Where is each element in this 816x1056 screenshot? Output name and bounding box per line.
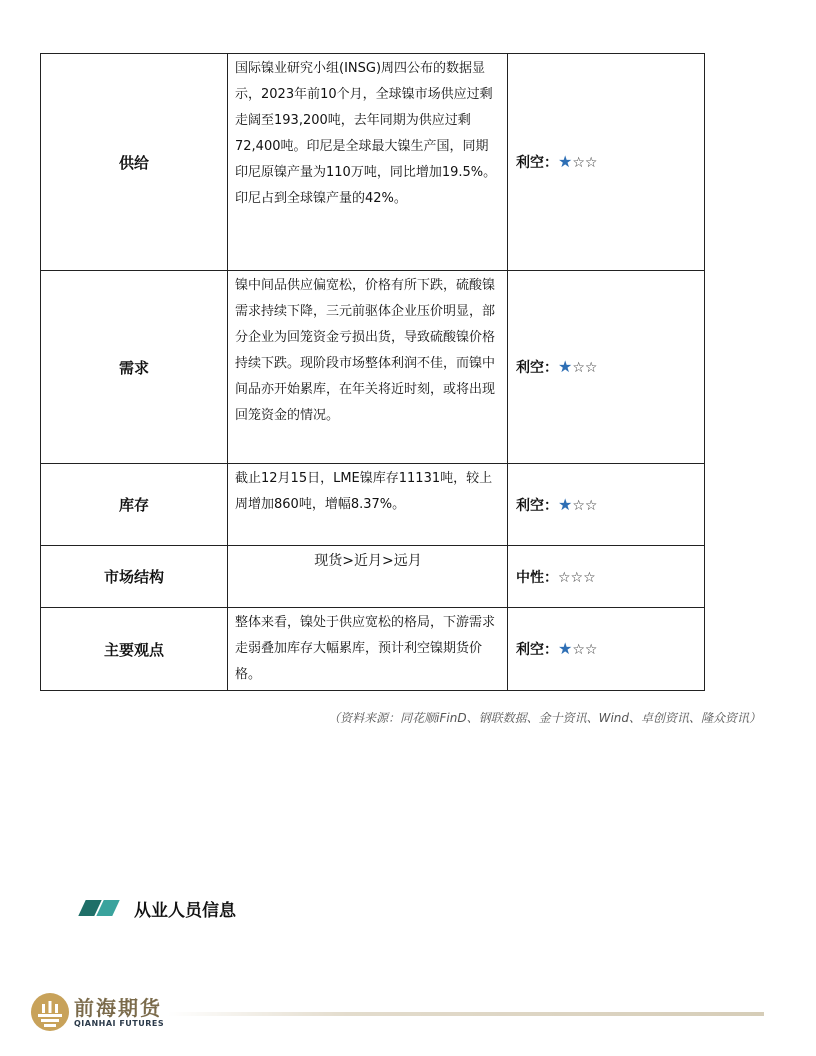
- table-row: [41, 464, 705, 546]
- description-cell: 镍中间品供应偏宽松，价格有所下跌，硫酸镍需求持续下降，三元前驱体企业压价明显，部分企业为回笼资金亏损出货，导致硫酸镍价格持续下跌。现阶段市场整体利润不佳，而镍中间品亦开始累库，在年关将近时刻，或将出现回笼资金的情况。: [228, 271, 508, 464]
- logo-chinese-name: 前海期货: [74, 995, 162, 1020]
- analysis-table: [40, 53, 705, 691]
- star-full-icon: ★: [558, 152, 573, 171]
- logo-english-name: QIANHAI FUTURES: [74, 1018, 165, 1028]
- logo-icon: [30, 992, 70, 1032]
- section-bars-icon: [78, 898, 124, 918]
- table-row: [41, 54, 705, 271]
- star-empty-icon: ☆☆: [572, 360, 598, 376]
- rating-cell: [508, 54, 705, 271]
- category-cell: 市场结构: [41, 546, 228, 608]
- category-cell: 供给: [41, 54, 228, 271]
- table-row: [41, 546, 705, 608]
- footer-divider: [168, 1012, 764, 1016]
- rating-label: 利空：: [516, 497, 558, 514]
- star-empty-icon: ☆☆: [572, 155, 598, 171]
- star-empty-icon: ☆☆: [572, 497, 598, 514]
- star-empty-icon: ☆☆: [572, 642, 598, 658]
- source-note: （资料来源：同花顺iFinD、钢联数据、金十资讯、Wind、卓创资讯、隆众资讯）: [328, 711, 761, 725]
- table-row: [41, 271, 705, 464]
- category-cell: 需求: [41, 271, 228, 464]
- section-heading: [78, 896, 236, 920]
- rating-cell: [508, 271, 705, 464]
- section-title: 从业人员信息: [134, 900, 236, 921]
- star-full-icon: ★: [558, 494, 573, 514]
- description-cell: 整体来看，镍处于供应宽松的格局，下游需求走弱叠加库存大幅累库，预计利空镍期货价格。: [228, 608, 508, 691]
- rating-cell: [508, 546, 705, 608]
- rating-label: 利空：: [516, 642, 558, 658]
- description-cell: 截止12月15日，LME镍库存11131吨，较上周增加860吨，增幅8.37%。: [228, 464, 508, 546]
- rating-label: 利空：: [516, 360, 558, 376]
- rating-cell: [508, 608, 705, 691]
- footer-logo: [30, 992, 164, 1032]
- rating-cell: [508, 464, 705, 546]
- rating-label: 中性：: [516, 569, 558, 586]
- table-row: [41, 608, 705, 691]
- star-full-icon: ★: [558, 639, 573, 658]
- description-cell: 国际镍业研究小组(INSG)周四公布的数据显示，2023年前10个月，全球镍市场供应过剩走阔至193,200吨，去年同期为供应过剩72,400吨。印尼是全球最大镍生产国，同期印尼原镍产量为110万吨，同比增加19.5%。印尼占到全球镍产量的42%。: [228, 54, 508, 271]
- description-cell: 现货>近月>远月: [228, 546, 508, 608]
- rating-label: 利空：: [516, 155, 558, 171]
- star-full-icon: ★: [558, 357, 573, 376]
- star-empty-icon: ☆☆☆: [558, 569, 596, 586]
- category-cell: 库存: [41, 464, 228, 546]
- category-cell: 主要观点: [41, 608, 228, 691]
